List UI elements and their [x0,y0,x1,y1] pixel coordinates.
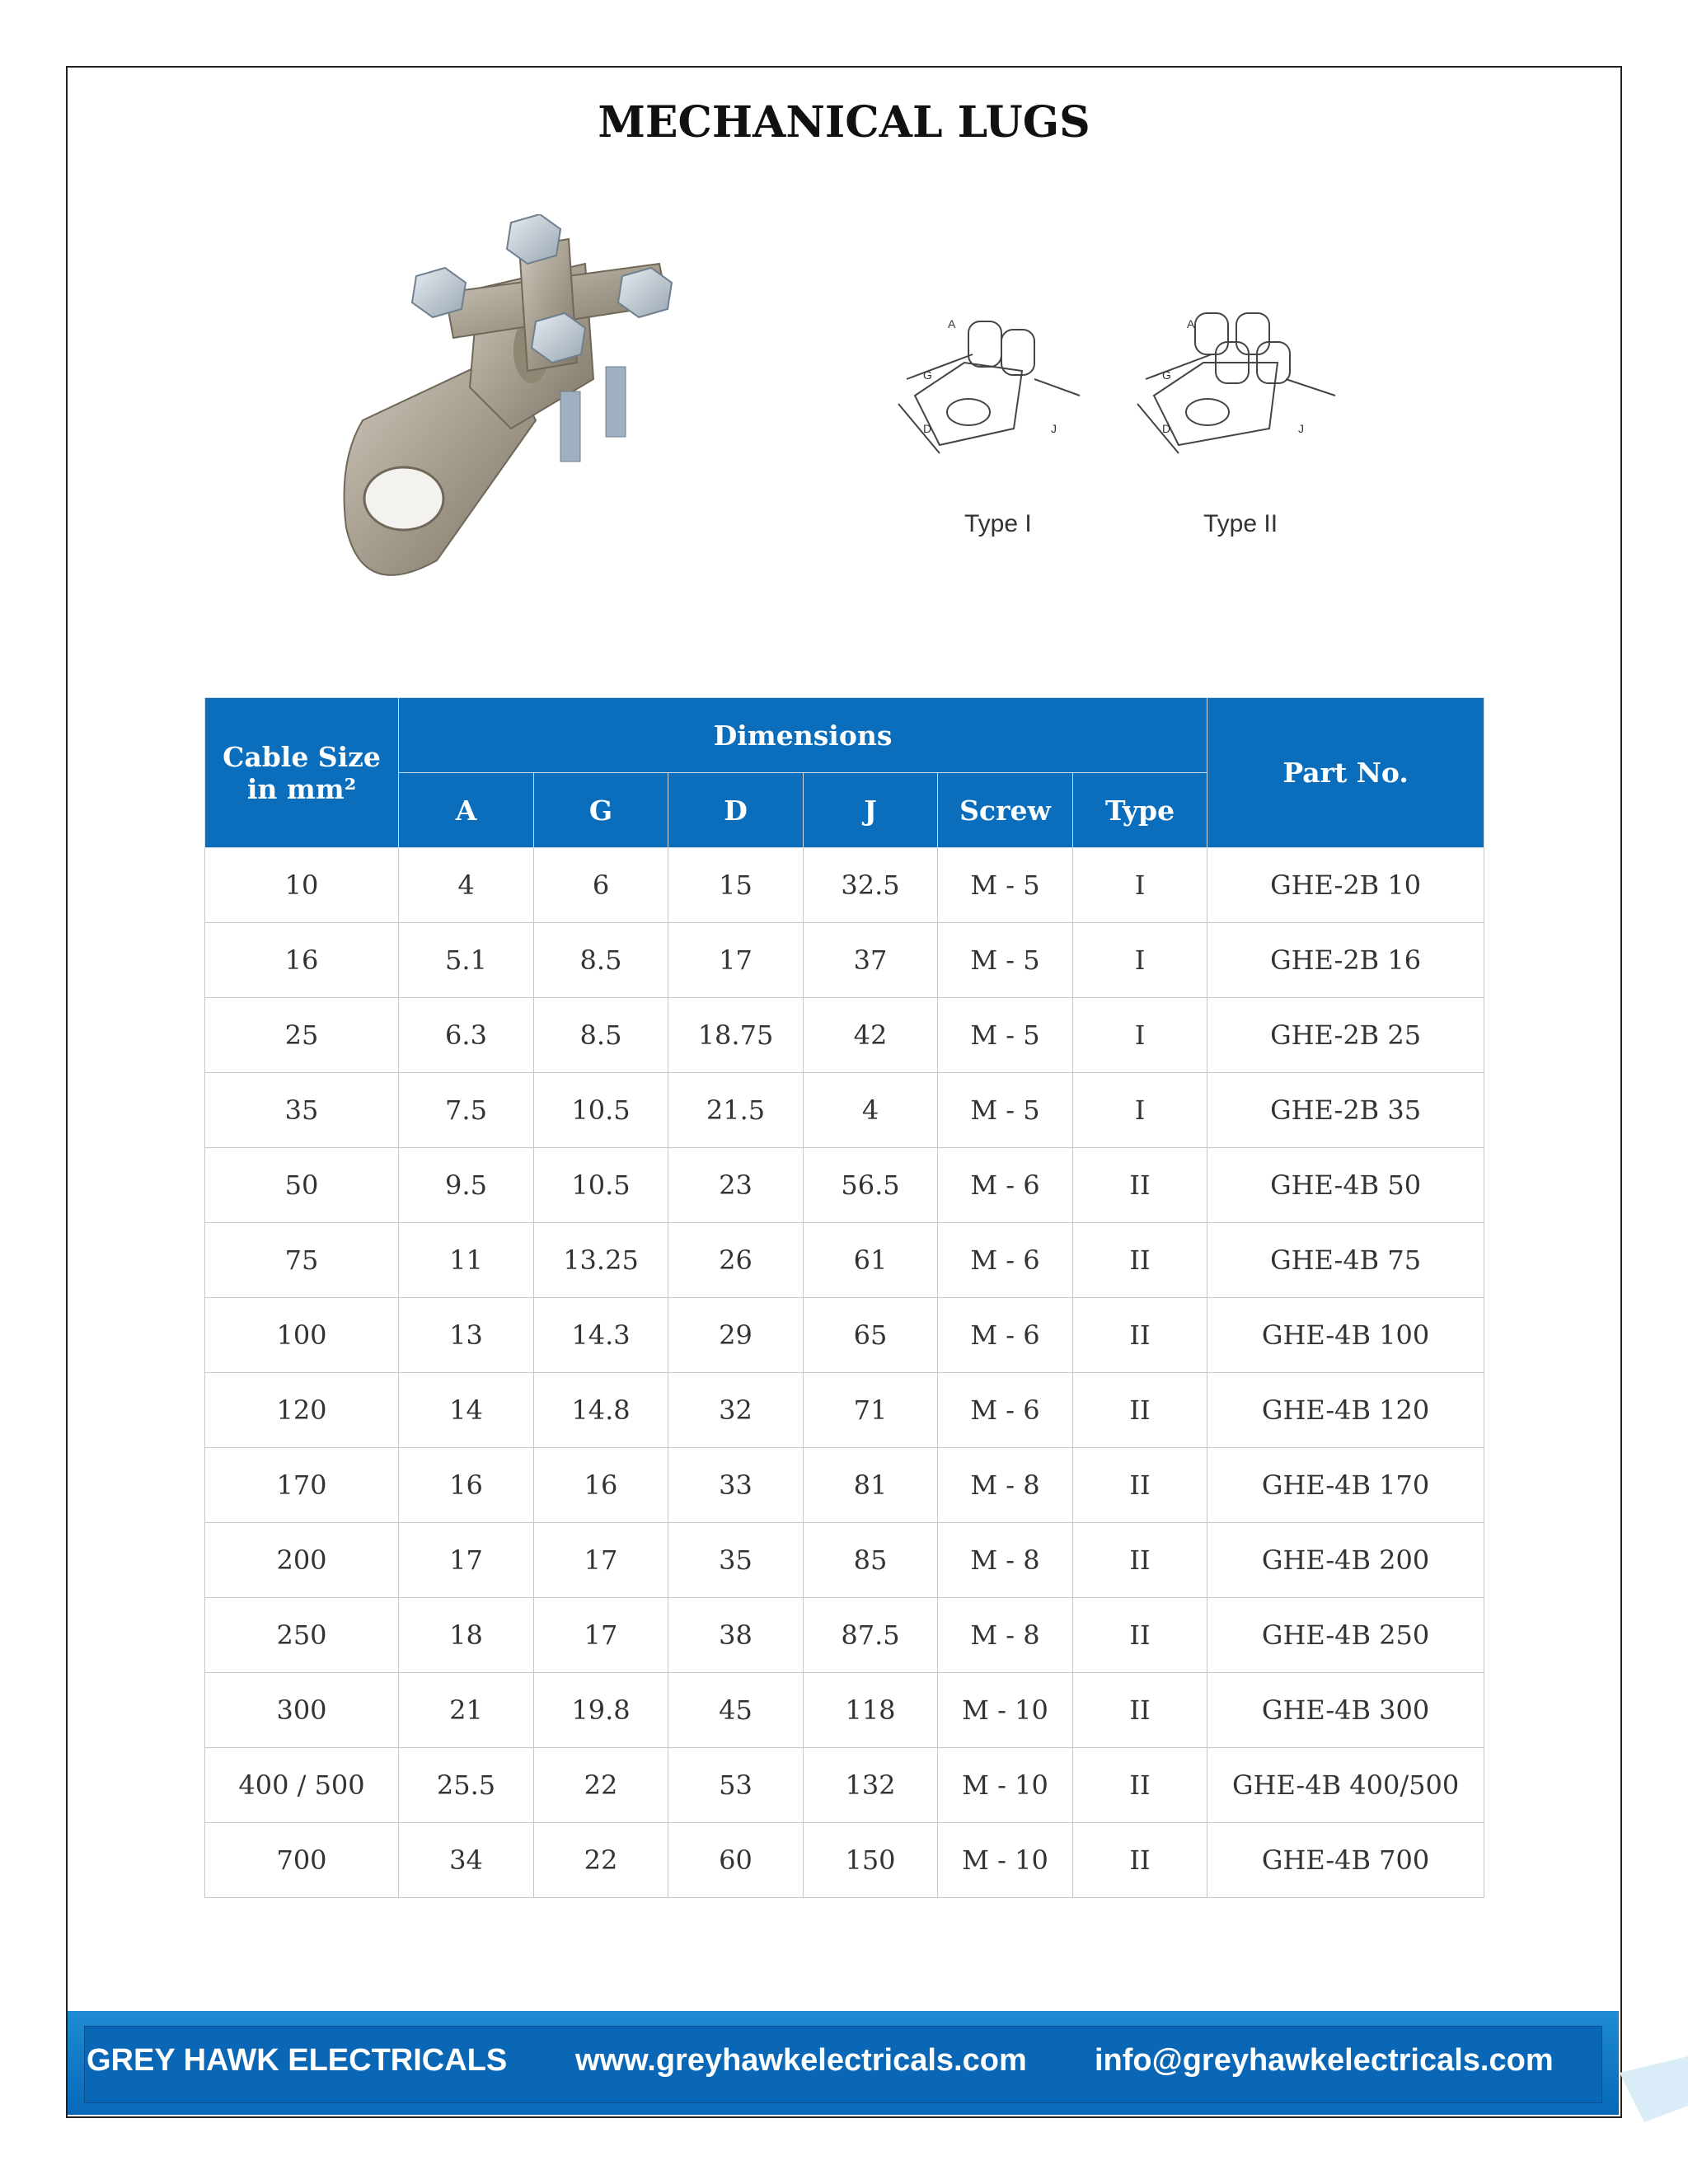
cell-dim-g: 8.5 [534,998,668,1073]
cell-dim-d: 26 [668,1223,804,1298]
cell-part-no: GHE-2B 35 [1207,1073,1484,1148]
cell-type: II [1073,1373,1207,1448]
page-title: MECHANICAL LUGS [598,97,1090,148]
cell-dim-d: 33 [668,1448,804,1523]
cell-part-no: GHE-4B 400/500 [1207,1748,1484,1823]
cell-part-no: GHE-4B 170 [1207,1448,1484,1523]
table-row [205,1373,1484,1448]
cell-screw: M - 8 [938,1523,1073,1598]
cell-dim-j: 71 [804,1373,938,1448]
dim-label-j-2: J [1298,422,1304,435]
type1-label: Type I [964,510,1032,537]
table-row [205,1298,1484,1373]
table-row [205,1073,1484,1148]
cell-dim-j: 56.5 [804,1148,938,1223]
cell-dim-d: 45 [668,1673,804,1748]
cell-part-no: GHE-2B 10 [1207,848,1484,923]
cell-screw: M - 5 [938,998,1073,1073]
cell-type: II [1073,1598,1207,1673]
dim-label-a-1: A [948,317,956,330]
cell-dim-a: 9.5 [399,1148,534,1223]
cell-dim-a: 25.5 [399,1748,534,1823]
cell-cable-size: 50 [205,1148,399,1223]
mechanical-lug-photo [313,214,775,618]
cell-screw: M - 10 [938,1673,1073,1748]
cell-dim-d: 15 [668,848,804,923]
table-row [205,1148,1484,1223]
cell-dim-d: 23 [668,1148,804,1223]
cell-dim-j: 32.5 [804,848,938,923]
cell-dim-d: 17 [668,923,804,998]
cell-screw: M - 6 [938,1223,1073,1298]
cell-type: II [1073,1748,1207,1823]
cell-part-no: GHE-4B 200 [1207,1523,1484,1598]
cell-dim-j: 65 [804,1298,938,1373]
cell-screw: M - 5 [938,848,1073,923]
cell-dim-g: 17 [534,1598,668,1673]
cell-type: I [1073,848,1207,923]
cell-dim-d: 60 [668,1823,804,1898]
cell-dim-a: 6.3 [399,998,534,1073]
cell-dim-j: 87.5 [804,1598,938,1673]
footer-bar [68,2011,1619,2115]
cell-part-no: GHE-4B 50 [1207,1148,1484,1223]
cell-dim-a: 14 [399,1373,534,1448]
cell-screw: M - 5 [938,1073,1073,1148]
cell-dim-j: 81 [804,1448,938,1523]
cell-dim-a: 7.5 [399,1073,534,1148]
cell-dim-g: 17 [534,1523,668,1598]
table-row [205,848,1484,923]
footer-company: GREY HAWK ELECTRICALS [87,2043,508,2078]
cell-dim-j: 4 [804,1073,938,1148]
dim-label-g-1: G [923,368,932,382]
header-j: J [804,773,938,848]
cell-dim-g: 14.8 [534,1373,668,1448]
cell-screw: M - 10 [938,1748,1073,1823]
header-type: Type [1073,773,1207,848]
cell-dim-d: 21.5 [668,1073,804,1148]
cell-cable-size: 75 [205,1223,399,1298]
dim-label-a-2: A [1187,317,1195,330]
table-row [205,998,1484,1073]
cell-screw: M - 5 [938,923,1073,998]
cell-type: II [1073,1523,1207,1598]
cell-dim-g: 19.8 [534,1673,668,1748]
cell-dim-a: 4 [399,848,534,923]
cell-dim-a: 17 [399,1523,534,1598]
cell-screw: M - 6 [938,1298,1073,1373]
cell-type: II [1073,1823,1207,1898]
cell-part-no: GHE-4B 250 [1207,1598,1484,1673]
cell-part-no: GHE-2B 25 [1207,998,1484,1073]
header-d: D [668,773,804,848]
table-row [205,1523,1484,1598]
cell-part-no: GHE-4B 120 [1207,1373,1484,1448]
cell-dim-a: 21 [399,1673,534,1748]
cell-cable-size: 700 [205,1823,399,1898]
cell-dim-g: 22 [534,1748,668,1823]
cell-cable-size: 300 [205,1673,399,1748]
header-dimensions: Dimensions [399,698,1207,773]
dim-label-g-2: G [1162,368,1171,382]
cell-dim-g: 14.3 [534,1298,668,1373]
table-row [205,1748,1484,1823]
cell-part-no: GHE-2B 16 [1207,923,1484,998]
cell-dim-g: 6 [534,848,668,923]
lug-dimensions-table [204,697,1484,1898]
cell-dim-d: 18.75 [668,998,804,1073]
cell-part-no: GHE-4B 300 [1207,1673,1484,1748]
cell-dim-g: 13.25 [534,1223,668,1298]
table-row [205,1823,1484,1898]
cell-screw: M - 10 [938,1823,1073,1898]
table-row [205,1673,1484,1748]
table-row [205,1448,1484,1523]
cell-dim-g: 8.5 [534,923,668,998]
cell-dim-d: 53 [668,1748,804,1823]
header-cable-size: Cable Size in mm² [205,698,399,848]
cell-cable-size: 170 [205,1448,399,1523]
cell-dim-g: 10.5 [534,1148,668,1223]
cell-cable-size: 25 [205,998,399,1073]
cell-dim-a: 5.1 [399,923,534,998]
cell-dim-a: 34 [399,1823,534,1898]
footer-website-link[interactable]: www.greyhawkelectricals.com [575,2043,1027,2078]
cell-dim-d: 38 [668,1598,804,1673]
table-row [205,1598,1484,1673]
cell-cable-size: 16 [205,923,399,998]
type-diagrams [890,305,1401,552]
cell-cable-size: 35 [205,1073,399,1148]
cell-cable-size: 250 [205,1598,399,1673]
cell-screw: M - 6 [938,1373,1073,1448]
cell-type: II [1073,1298,1207,1373]
cell-dim-a: 18 [399,1598,534,1673]
cell-type: II [1073,1673,1207,1748]
cell-cable-size: 120 [205,1373,399,1448]
cell-dim-d: 32 [668,1373,804,1448]
cell-cable-size: 200 [205,1523,399,1598]
cell-part-no: GHE-4B 75 [1207,1223,1484,1298]
header-g: G [534,773,668,848]
cell-type: I [1073,1073,1207,1148]
cell-dim-j: 118 [804,1673,938,1748]
cell-dim-g: 16 [534,1448,668,1523]
footer-email-link[interactable]: info@greyhawkelectricals.com [1095,2043,1554,2078]
cell-dim-g: 10.5 [534,1073,668,1148]
cell-screw: M - 6 [938,1148,1073,1223]
cell-type: II [1073,1148,1207,1223]
cell-dim-d: 29 [668,1298,804,1373]
header-a: A [399,773,534,848]
type2-label: Type II [1203,510,1278,537]
cell-type: II [1073,1223,1207,1298]
cell-dim-j: 37 [804,923,938,998]
cell-dim-a: 11 [399,1223,534,1298]
corner-decoration [1620,2056,1688,2122]
cell-cable-size: 400 / 500 [205,1748,399,1823]
header-screw: Screw [938,773,1073,848]
dim-label-j-1: J [1051,422,1057,435]
cell-dim-d: 35 [668,1523,804,1598]
cell-dim-j: 42 [804,998,938,1073]
header-part-no: Part No. [1207,698,1484,848]
cell-dim-a: 16 [399,1448,534,1523]
cell-type: I [1073,998,1207,1073]
cell-dim-j: 150 [804,1823,938,1898]
cell-dim-j: 61 [804,1223,938,1298]
cell-screw: M - 8 [938,1448,1073,1523]
cell-part-no: GHE-4B 100 [1207,1298,1484,1373]
cell-dim-a: 13 [399,1298,534,1373]
footer-inner [84,2026,1602,2103]
dim-label-d-2: D [1162,422,1171,435]
cell-type: II [1073,1448,1207,1523]
cell-type: I [1073,923,1207,998]
cell-dim-g: 22 [534,1823,668,1898]
cell-screw: M - 8 [938,1598,1073,1673]
cell-part-no: GHE-4B 700 [1207,1823,1484,1898]
cell-dim-j: 132 [804,1748,938,1823]
cell-dim-j: 85 [804,1523,938,1598]
cell-cable-size: 100 [205,1298,399,1373]
table-row [205,1223,1484,1298]
table-row [205,923,1484,998]
dim-label-d-1: D [923,422,932,435]
cell-cable-size: 10 [205,848,399,923]
